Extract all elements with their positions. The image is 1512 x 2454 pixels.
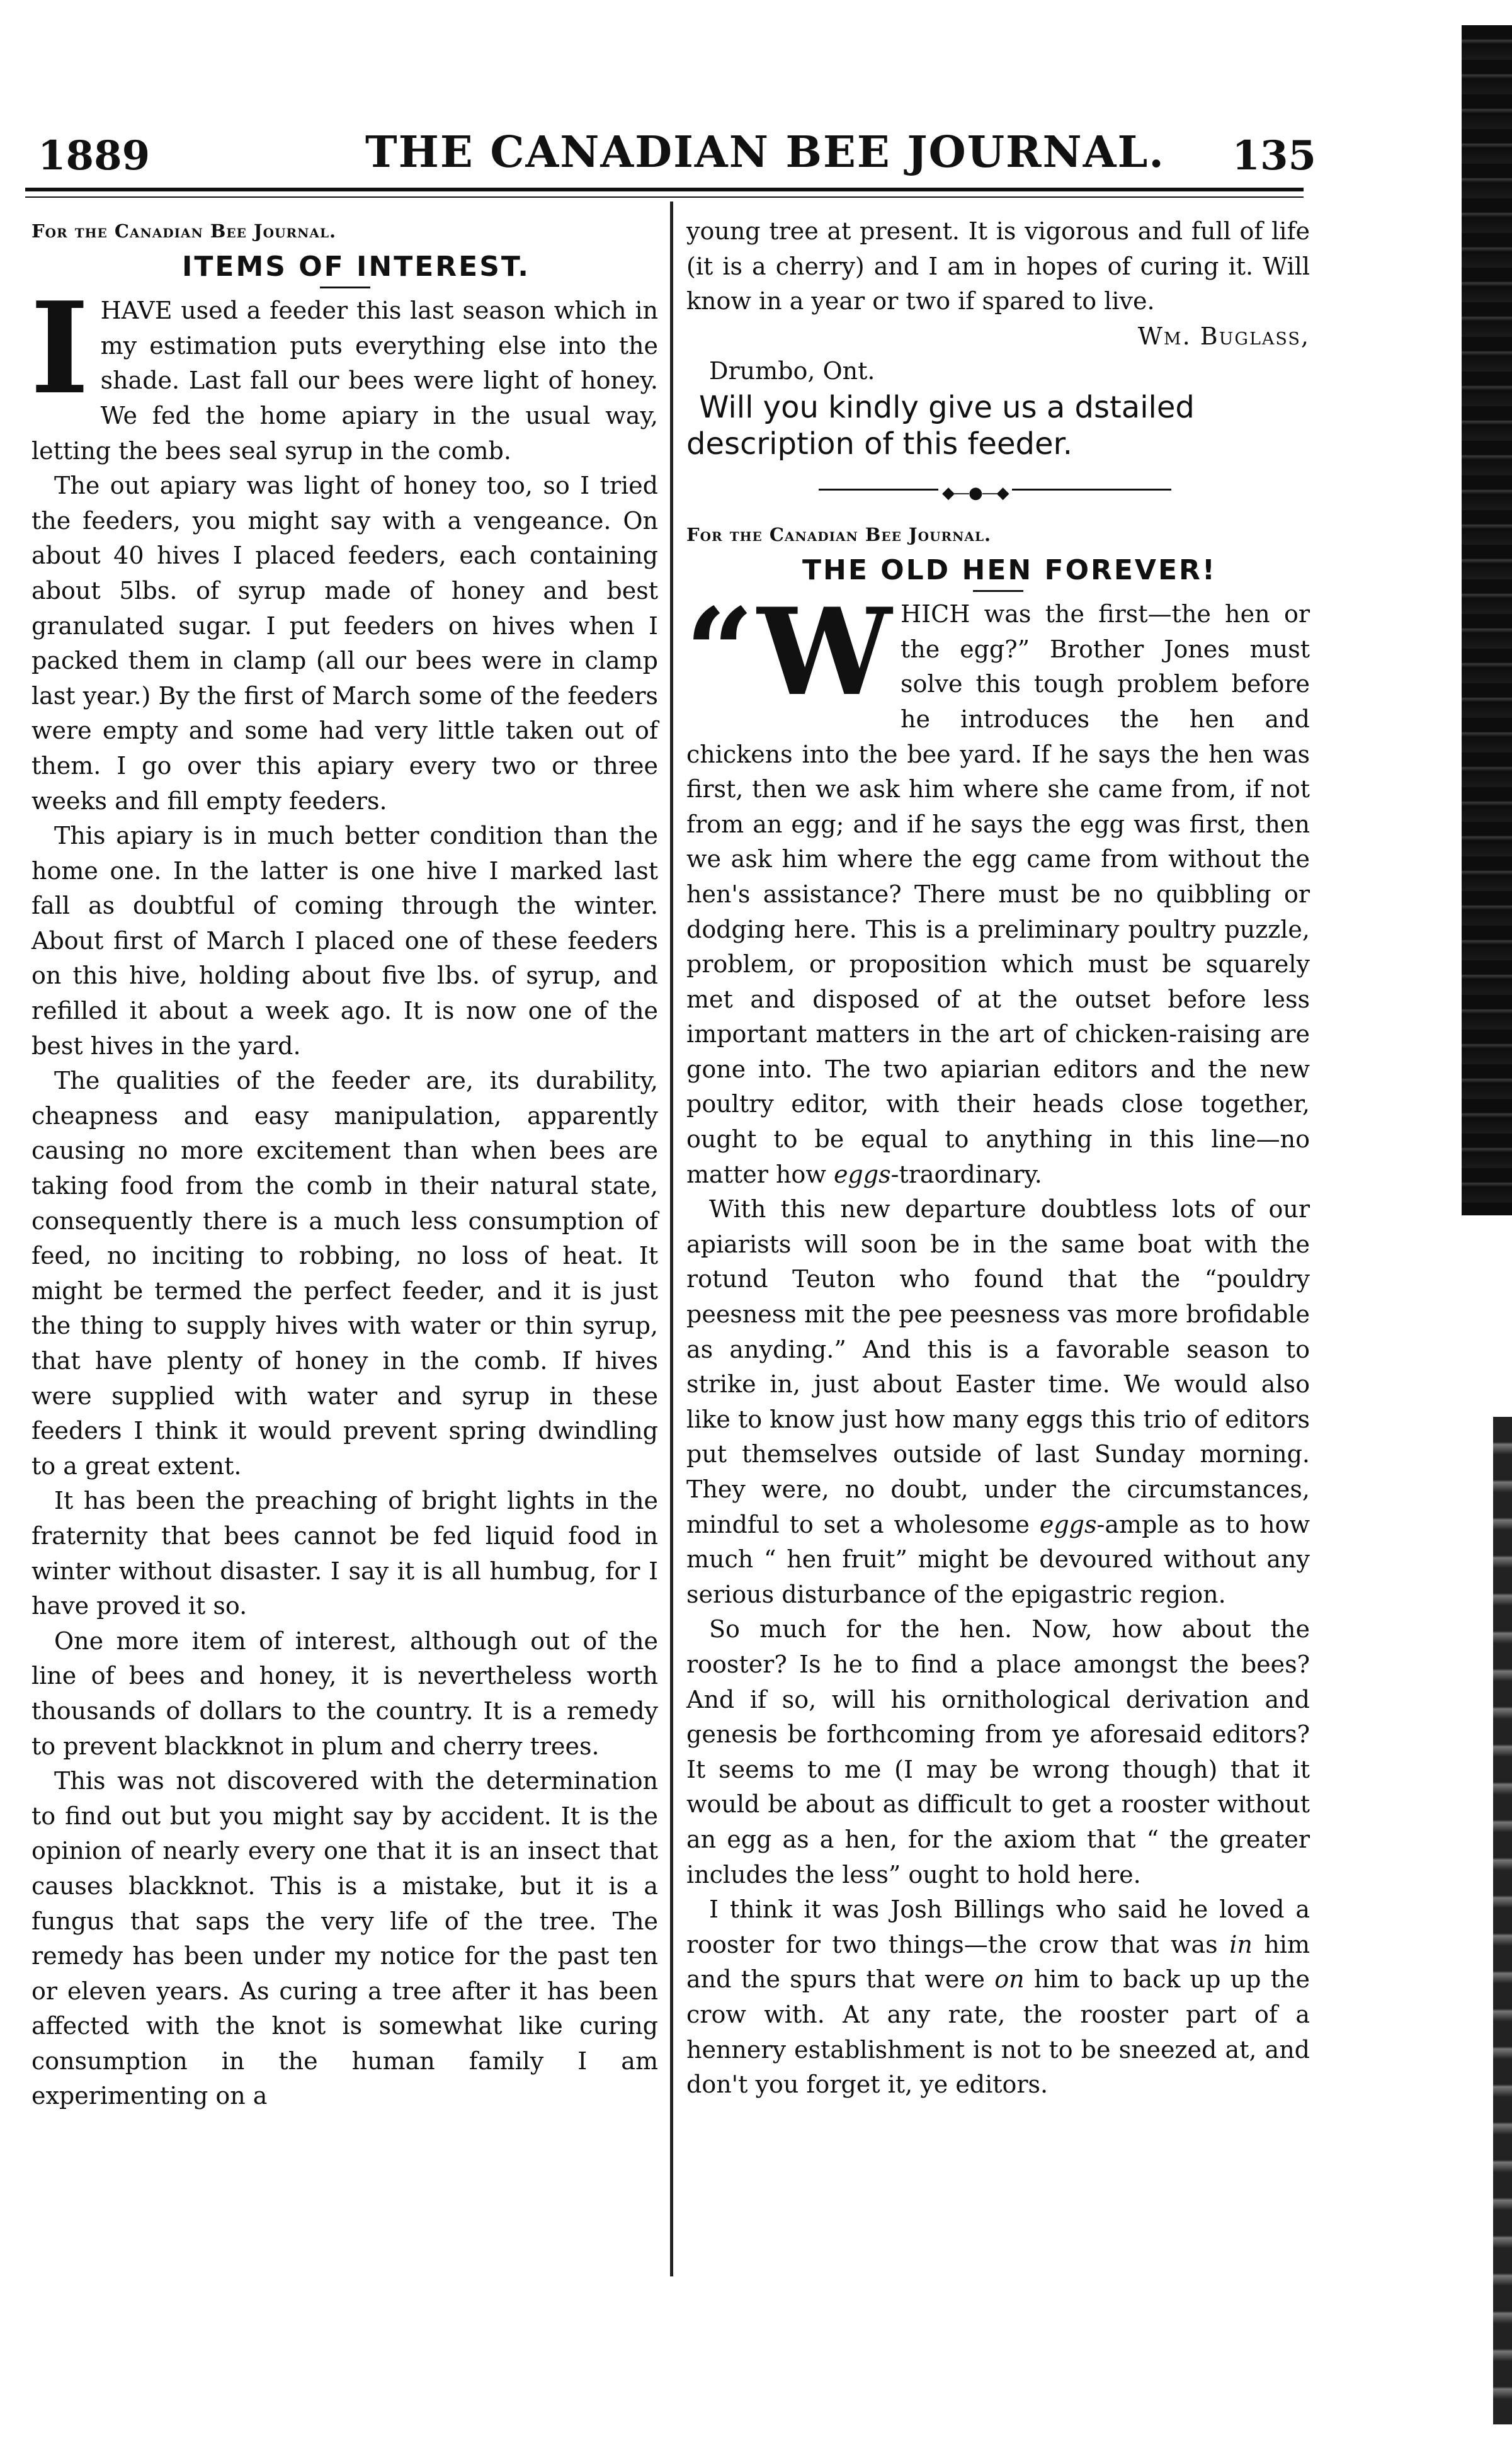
article-paragraph xyxy=(30,275,658,469)
title-rule xyxy=(320,287,370,288)
article-paragraph: One more item of interest, although out of the line of bees and honey, it is nevertheless worth thousands of dollars to the country. It is a remedy to prevent blackknot in plum and cherry trees. xyxy=(31,1627,658,1760)
article-paragraph xyxy=(686,1892,1310,2103)
author-dateline: Drumbo, Ont. xyxy=(709,357,875,385)
right-column xyxy=(686,214,1310,2103)
italic-word: eggs xyxy=(1039,1510,1097,1538)
article-paragraph: This was not discovered with the determination to find out but you might say by accident. It is the opinion of nearly every one that it is an insect that causes blackknot. This is a mistake, but it is a fungus that saps the very life of the tree. The remedy has been under my notice for the past ten or eleven years. As curing a tree after it has been affected with the knot is somewhat like curing consumption in the human family I am experimenting on a xyxy=(31,1767,658,2110)
paragraph-text: With this new departure doubtless lots of our apiarists will soon be in the same boat with the rotund Teuton who found that the “pouldry peesness mit the pee peesness vas more brofidable as anyding.” And this is a favorable season to strike in, just about Easter time. We would also like to know just how many eggs this trio of editors put themselves outside of last Sunday morning. They were, no doubt, under the circumstances, mindful to set a wholesome xyxy=(686,1195,1310,1538)
article-paragraph xyxy=(685,582,1310,1192)
editor-note: Will you kindly give us a dstailed description of this feeder. xyxy=(686,389,1195,462)
article-title-items-of-interest: ITEMS OF INTEREST. xyxy=(182,250,530,283)
article-source-line: For the Canadian Bee Journal. xyxy=(686,523,992,545)
section-divider xyxy=(686,483,1310,503)
header-page-number: 135 xyxy=(1232,132,1316,179)
article-continuation: young tree at present. It is vigorous and full of life (it is a cherry) and I am in hopes of curing it. Will know in a year or two if spared to live. xyxy=(686,217,1310,315)
paragraph-text: HICH was the first—the hen or the egg?” Brother Jones must solve this tough problem before he introduces the hen and chickens into the bee yard. If he says the hen was first, then we ask him where she came from, if not from an egg; and if he says the egg was first, then we ask him where the egg came from without the hen's assistance? There must be no quibbling or dodging here. This is a preliminary poultry puzzle, problem, or proposition which must be squarely met and disposed of at the outset before less important matters in the art of chicken-raising are gone into. The two apiarian editors and the new poultry editor, with their heads close together, ought to be equal to anything in this line—no matter how xyxy=(686,600,1310,1188)
divider-ornament-icon: ◆—●—◆ xyxy=(938,476,1012,511)
drop-cap-letter: W xyxy=(757,582,892,723)
header-year: 1889 xyxy=(38,132,151,179)
title-rule xyxy=(973,590,1023,592)
paragraph-text: HAVE used a feeder this last season which in my estimation puts everything else into the shade. Last fall our bees were light of honey. We fed the home apiary in the usual way, letting the bees seal syrup in the comb. xyxy=(31,297,658,465)
header-rule-thick xyxy=(25,188,1304,191)
article-paragraph xyxy=(686,1192,1310,1612)
column-divider xyxy=(670,202,673,2276)
drop-cap xyxy=(685,582,892,723)
opening-quote: “ xyxy=(685,582,758,723)
italic-word: on xyxy=(994,1965,1025,1994)
scan-edge-shadow xyxy=(1462,25,1512,1215)
author-signature: Wm. Buglass, xyxy=(1137,322,1310,350)
article-paragraph: This apiary is in much better condition than the home one. In the latter is one hive I marked last fall as doubtful of coming through the winter. About first of March I placed one of these feeders on this hive, holding about five lbs. of syrup, and refilled it about a week ago. It is now one of the best hives in the yard. xyxy=(31,822,658,1060)
drop-cap: I xyxy=(30,275,89,423)
scan-edge-shadow xyxy=(1493,1417,1512,2424)
left-column xyxy=(31,214,658,2114)
article-paragraph: So much for the hen. Now, how about the rooster? Is he to find a place amongst the bees? And if so, will his ornithological derivation and genesis be forthcoming from ye aforesaid editors? It seems to me (I may be wrong though) that it would be about as difficult to get a rooster without an egg as a hen, for the axiom that “ the greater includes the less” ought to hold here. xyxy=(686,1615,1310,1889)
paragraph-text: -traordinary. xyxy=(890,1160,1042,1188)
italic-word: eggs xyxy=(833,1160,891,1188)
article-paragraph: The out apiary was light of honey too, so I tried the feeders, you might say with a vengeance. On about 40 hives I placed feeders, each containing about 5lbs. of syrup made of honey and best granulated sugar. I put feeders on hives when I packed them in clamp (all our bees were in clamp last year.) By the first of March some of the feeders were empty and some had very little taken out of them. I go over this apiary every two or three weeks and fill empty feeders. xyxy=(31,472,658,815)
italic-word: in xyxy=(1229,1930,1253,1958)
paragraph-text: I think it was Josh Billings who said he loved a rooster for two things—the crow that was xyxy=(686,1895,1310,1958)
article-paragraph: The qualities of the feeder are, its durability, cheapness and easy manipulation, apparently causing no more excitement than when bees are taking food from the comb in their natural state, consequently there is a much less consumption of feed, no inciting to robbing, no loss of heat. It might be termed the perfect feeder, and it is just the thing to supply hives with water or thin syrup, that have plenty of honey in the comb. If hives were supplied with water and syrup in these feeders I think it would prevent spring dwindling to a great extent. xyxy=(31,1067,658,1480)
article-paragraph: It has been the preaching of bright lights in the fraternity that bees cannot be fed liquid food in winter without disaster. I say it is all humbug, for I have proved it so. xyxy=(31,1487,658,1620)
header-rule-thin xyxy=(25,196,1304,198)
paragraph-text: him and the spurs that were xyxy=(686,1930,1310,1994)
running-head xyxy=(25,120,1316,183)
article-title-old-hen: THE OLD HEN FOREVER! xyxy=(802,554,1217,586)
paragraph-text: -ample as to how much “ hen fruit” might be devoured without any serious disturbance of the epigastric region. xyxy=(686,1510,1310,1608)
header-title: THE CANADIAN BEE JOURNAL. xyxy=(365,127,1165,178)
paragraph-text: him to back up up the crow with. At any rate, the rooster part of a hennery establishment is not to be sneezed at, and don't you forget it, ye editors. xyxy=(686,1965,1310,2099)
article-source-line: For the Canadian Bee Journal. xyxy=(31,220,337,242)
